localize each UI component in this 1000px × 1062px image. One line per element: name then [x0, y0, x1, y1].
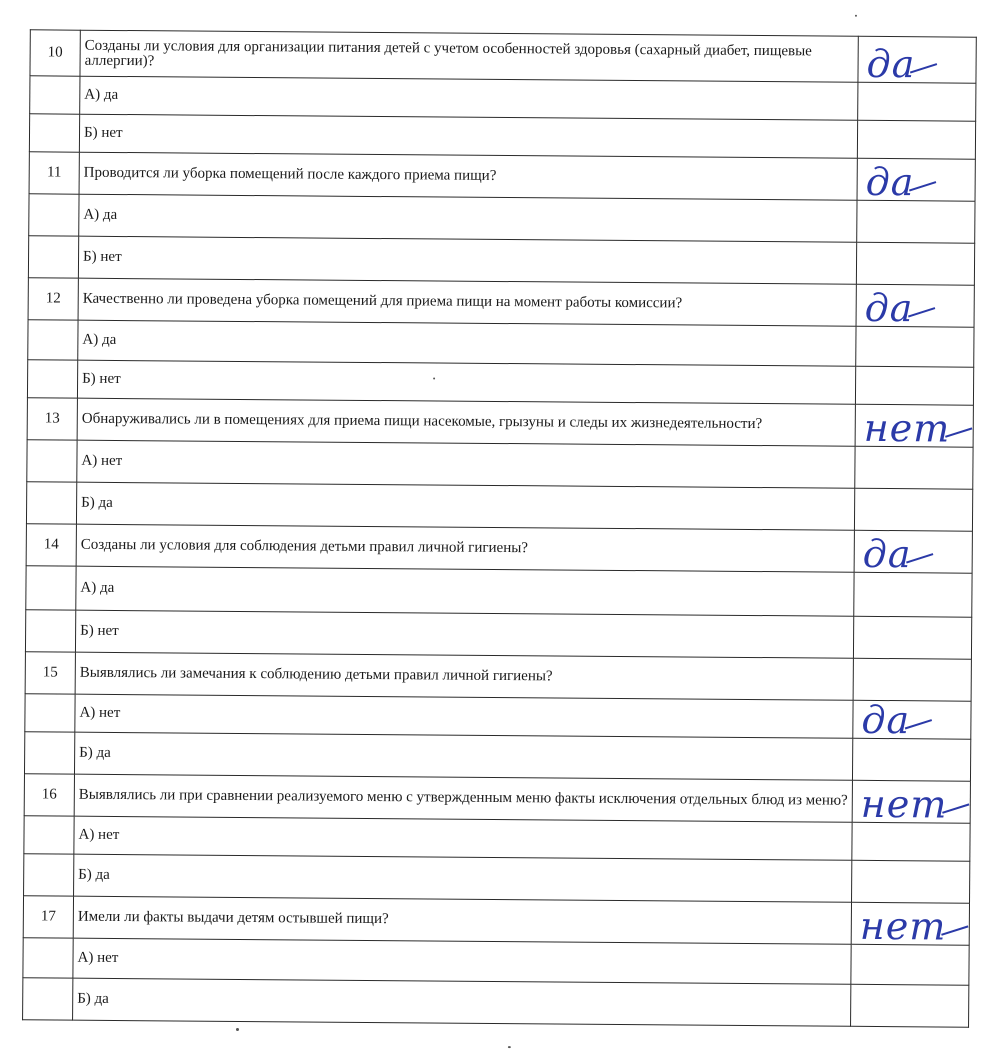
answer-cell	[852, 781, 970, 861]
question-number: 15	[25, 652, 75, 694]
answer-cell	[856, 242, 974, 285]
option-number-cell	[28, 320, 78, 360]
option-label: А) да	[78, 320, 856, 366]
option-number-cell	[23, 938, 73, 978]
question-number: 10	[30, 30, 80, 76]
option-number-cell	[24, 816, 74, 854]
handwritten-answer	[866, 41, 938, 87]
answer-cell	[853, 616, 971, 659]
option-number-cell	[25, 694, 75, 732]
option-row	[26, 566, 972, 617]
survey-body	[23, 30, 977, 1027]
option-label: А) да	[79, 194, 857, 242]
question-text: Созданы ли условия для организации питания детей с учетом особенностей здоровья (сахарный диабет, пищевые аллергии)?	[80, 30, 858, 82]
answer-cell	[857, 159, 975, 243]
handwritten-answer	[864, 285, 936, 331]
handwritten-answer-text: да	[862, 531, 912, 577]
question-row	[23, 896, 969, 945]
question-text: Обнаруживались ли в помещениях для приема пищи насекомые, грызуны и следы их жизнедеятельности?	[77, 398, 855, 446]
option-label: Б) да	[73, 978, 851, 1026]
option-label: Б) нет	[77, 360, 855, 404]
handwritten-answer	[861, 697, 932, 743]
question-text: Выявлялись ли замечания к соблюдению детьми правил личной гигиены?	[75, 652, 853, 700]
option-row	[23, 978, 969, 1027]
option-number-cell	[26, 482, 76, 524]
option-label: Б) нет	[79, 114, 857, 158]
option-number-cell	[28, 236, 78, 278]
question-number: 11	[29, 152, 79, 194]
option-number-cell	[26, 566, 76, 610]
answer-cell	[857, 120, 975, 159]
handwritten-answer	[859, 903, 969, 949]
question-number: 17	[23, 896, 73, 938]
option-number-cell	[24, 854, 74, 896]
option-label: А) нет	[75, 694, 853, 738]
question-number: 16	[24, 774, 74, 816]
option-row	[25, 610, 971, 659]
question-row	[28, 278, 974, 327]
answer-cell	[858, 41, 976, 121]
option-row	[28, 236, 974, 285]
question-row	[27, 398, 973, 447]
answer-cell-empty	[853, 658, 971, 701]
survey-table	[22, 29, 977, 1027]
question-number: 13	[27, 398, 77, 440]
option-label: Б) нет	[75, 610, 853, 658]
question-row	[29, 152, 975, 201]
handwritten-answer-text: нет	[863, 405, 951, 451]
scan-speck	[508, 1046, 511, 1048]
answer-cell	[854, 488, 972, 531]
handwritten-answer-text: да	[865, 159, 915, 205]
handwritten-answer-text: да	[864, 285, 914, 331]
option-label: А) нет	[73, 938, 851, 984]
option-label: Б) нет	[78, 236, 856, 284]
option-label: Б) да	[74, 732, 852, 780]
answer-cell	[855, 405, 973, 489]
option-number-cell	[24, 732, 74, 774]
option-label: А) да	[80, 76, 858, 120]
question-number: 14	[26, 524, 76, 566]
question-text: Имели ли факты выдачи детям остывшей пищи?	[73, 896, 851, 944]
answer-cell	[852, 860, 970, 903]
question-row	[30, 30, 976, 83]
option-label: А) нет	[77, 440, 855, 488]
scan-speck	[236, 1028, 239, 1031]
handwritten-answer	[865, 159, 937, 205]
handwritten-answer-text: да	[866, 41, 916, 87]
answer-cell	[851, 984, 969, 1027]
option-number-cell	[30, 76, 80, 114]
option-row	[26, 482, 972, 531]
handwritten-answer	[860, 781, 970, 827]
handwritten-answer-text: нет	[859, 903, 947, 949]
scan-speck	[433, 377, 435, 379]
option-row	[24, 732, 970, 781]
option-row	[24, 854, 970, 903]
option-row	[29, 194, 975, 243]
option-number-cell	[27, 360, 77, 398]
question-row	[25, 652, 971, 701]
question-number: 12	[28, 278, 78, 320]
option-label: Б) да	[74, 854, 852, 902]
handwritten-answer	[863, 405, 973, 451]
option-number-cell	[23, 978, 73, 1020]
option-label: А) нет	[74, 816, 852, 860]
answer-cell	[855, 366, 973, 405]
scan-speck	[855, 15, 857, 17]
handwritten-answer	[862, 531, 934, 577]
question-row	[26, 524, 972, 573]
question-text: Выявлялись ли при сравнении реализуемого меню с утвержденным меню факты исключения отдельных блюд из меню?	[74, 774, 852, 822]
option-number-cell	[27, 440, 77, 482]
option-number-cell	[25, 610, 75, 652]
option-label: А) да	[76, 566, 854, 616]
handwritten-answer-text: нет	[860, 781, 948, 827]
option-label: Б) да	[76, 482, 854, 530]
question-text: Качественно ли проведена уборка помещений для приема пищи на момент работы комиссии?	[78, 278, 856, 326]
question-row	[24, 774, 970, 823]
option-number-cell	[29, 194, 79, 236]
answer-cell	[854, 531, 972, 617]
option-row	[27, 440, 973, 489]
answer-cell	[856, 285, 974, 367]
question-text: Созданы ли условия для соблюдения детьми правил личной гигиены?	[76, 524, 854, 572]
handwritten-answer-text: да	[861, 697, 911, 743]
question-text: Проводится ли уборка помещений после каждого приема пищи?	[79, 152, 857, 200]
answer-cell	[851, 903, 969, 985]
option-number-cell	[29, 114, 79, 152]
answer-cell	[852, 697, 970, 781]
